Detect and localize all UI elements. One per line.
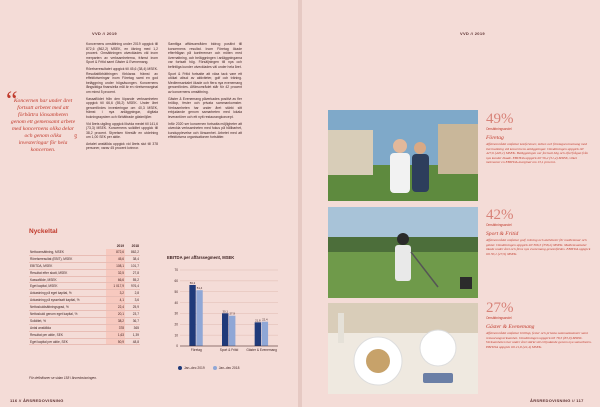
bar	[255, 322, 261, 346]
paragraph: Gäster & Evenemang påverkades positivt av fler bröllop, fester och privata sammankomster. Verksamheten har under året stärkt sitt erbjudande genom samarbeten med lokala leverantörer och ett nytt restaurangkoncept.	[168, 96, 242, 119]
row-label: Nettoskuldsättningsgrad, %	[29, 304, 106, 311]
segment-text: Affärsområdet omfattar konferenser, möten och företagsevenemang med övernattning vid koncernens anläggningar. Omsättningen uppgick till 427,6 (420,1) MSEK. Beläggningen var fortsatt hög och efterfrågan från nya kunder ökade. EBITDA uppgick till 56,2 (51,4) MSEK, vilket motsvarar en EBITDA-marginal om 13,1 procent.	[486, 142, 589, 164]
row-value: 23,7	[125, 311, 140, 318]
y-tick-label: 30	[174, 311, 178, 316]
y-tick-label: 40	[174, 300, 178, 305]
right-running-head: VVD // 2019	[460, 31, 485, 36]
row-label: Avkastning på sysselsatt kapital, %	[29, 297, 106, 304]
row-value: 872,6	[106, 249, 125, 255]
row-label: Eget kapital, MSEK	[29, 283, 106, 290]
paragraph: Inför 2020 ser koncernen fortsatta möjligheter att utveckla verksamheten med fokus på hållbarhet, kundupplevelse och lönsamhet. Arbetet med att effektivisera organisationen fortsätter.	[168, 121, 242, 140]
table-row	[29, 311, 140, 318]
row-label: Nettoomsättning, MSEK	[29, 249, 106, 255]
row-value: 66,6	[106, 276, 125, 283]
row-value: 862,2	[125, 249, 140, 255]
row-value: 108,1	[106, 262, 125, 269]
row-value: 4,1	[106, 297, 125, 304]
pull-quote: Koncernen har under året fortsatt arbetet med att förbättra lönsamheten genom ett gemensamt arbete med koncernens olika delar och genom olika investeringar för hela koncernen.	[10, 98, 76, 153]
data-label: 30,1	[222, 309, 228, 314]
segment-text: Affärsområdet omfattar bröllop, fester och privata sammankomster samt restaurangverksamhet. Omsättningen uppgick till 78,5 (83,9) MSEK. Verksamheten har under året stärkt sitt erbjudande genom nya samarbeten. EBITDA uppgick till 21,8 (22,4) MSEK.	[486, 331, 592, 349]
legend-item	[213, 366, 240, 370]
body-column-2	[168, 42, 242, 242]
row-value: 101,7	[125, 262, 140, 269]
data-label: 22,4	[262, 317, 268, 322]
golf-couple-photo	[328, 110, 478, 201]
row-value: 22,4	[106, 304, 125, 311]
table-row	[29, 269, 140, 276]
row-value: 50,9	[106, 338, 125, 345]
column-header: 2019	[116, 244, 125, 248]
row-value: 45,6	[106, 255, 125, 262]
legend-swatch	[213, 366, 217, 370]
segment-sport-fritid	[486, 208, 592, 256]
key-figures-title: Nyckeltal	[29, 228, 58, 235]
segment-share-label: Omsättningsandel	[486, 127, 512, 131]
paragraph: Sport & Fritid fortsatte att växa tack vare ett utökat utbud av aktiviteter, golf och träning. Medlemsantalet ökade och flera nya evenemang genomfördes. Affärsområdet står för 42 procent av koncernens omsättning.	[168, 71, 242, 94]
table-row	[29, 297, 140, 304]
photo-image	[328, 110, 478, 201]
ebitda-bar-chart	[166, 264, 284, 364]
data-label: 51,4	[196, 286, 203, 291]
paragraph: Rörelseresultatet uppgick till 45,6 (38,4) MSEK. Resultatförbättringen förklaras främst av effektiviseringar inom Företag samt en god beläggning under högsäsongen. Koncernens långsiktiga finansiella mål är en rörelsemarginal om minst 5 procent.	[86, 66, 158, 94]
golfer-photo	[328, 207, 478, 298]
row-label: EBITDA, MSEK	[29, 262, 106, 269]
row-label: Avkastning på eget kapital, %	[29, 290, 106, 297]
bar	[222, 313, 228, 346]
y-tick-label: 50	[174, 289, 178, 294]
photo-image	[328, 303, 478, 394]
x-tick-label: Gäster & Evenemang	[246, 348, 277, 352]
row-value: 27,8	[125, 269, 140, 276]
data-label: 27,9	[229, 311, 235, 316]
table-row	[29, 283, 140, 290]
row-value: 378	[106, 324, 125, 331]
row-value: 32,5	[106, 269, 125, 276]
row-value: 3,6	[125, 297, 140, 304]
segment-share: 49%	[486, 111, 514, 127]
row-value: 38,4	[125, 255, 140, 262]
segment-foretag	[486, 112, 592, 165]
paragraph: Samtliga affärsområden bidrog positivt till koncernens resultat. Inom Företag ökade efterfrågan på konferenser och möten med övernattning, och beläggningen i anläggningarna var fortsatt hög. Försäljningen till nya och befintliga kunder utvecklades väl under hela året.	[168, 42, 242, 69]
segment-title: Sport & Fritid	[486, 231, 519, 237]
segment-share-label: Omsättningsandel	[486, 223, 512, 227]
table-row	[29, 276, 140, 283]
left-running-head: VVD // 2019	[92, 31, 117, 36]
segment-share: 27%	[486, 300, 514, 316]
row-value: 976,4	[125, 283, 140, 290]
bar	[262, 322, 268, 346]
y-tick-label: 60	[174, 279, 178, 284]
bar	[229, 316, 235, 346]
x-tick-label: Sport & Fritid	[219, 348, 239, 352]
paragraph: Vid årets utgång uppgick likvida medel till 141,6 (73,3) MSEK. Koncernens soliditet uppgick till 38,2 procent. Styrelsen föreslår en utdelning om 1,00 SEK per aktie.	[86, 121, 158, 140]
segment-gaster-evenemang	[486, 301, 592, 349]
legend-label: Jan–dec 2018	[218, 366, 240, 370]
dining-photo	[328, 303, 478, 394]
y-tick-label: 20	[174, 322, 178, 327]
row-value: 38,2	[106, 317, 125, 324]
table-row	[29, 317, 140, 324]
row-value: 55,2	[125, 276, 140, 283]
segment-text: Affärsområdet omfattar golf, träning och aktiviteter för medlemmar och gäster. Omsättningen uppgick till 366,5 (358,2) MSEK. Medlemsantalet ökade under året och flera nya evenemang genomfördes. EBITDA uppgick till 30,1 (27,9) MSEK.	[486, 238, 591, 256]
segment-share-label: Omsättningsandel	[486, 316, 512, 320]
row-value: 48,8	[125, 338, 140, 345]
y-tick-label: 0	[176, 344, 178, 349]
body-column-1	[86, 42, 158, 222]
table-row	[29, 338, 140, 345]
segment-title: Företag	[486, 135, 504, 141]
bar	[196, 290, 202, 346]
x-tick-label: Företag	[190, 348, 202, 352]
right-folio: ÅRSREDOVISNING // 117	[530, 398, 584, 403]
segment-title: Gäster & Evenemang	[486, 324, 535, 330]
legend-swatch	[178, 366, 182, 370]
row-label: Resultat per aktie, SEK	[29, 331, 106, 338]
paragraph: Koncernens omsättning under 2019 uppgick till 872,6 (862,2) MSEK, en ökning med 1,2 procent. Omsättningen utvecklades väl inom merparten av verksamheterna, främst inom Sport & Fritid samt Gäster & Evenemang.	[86, 42, 158, 65]
row-value: 1,63	[106, 331, 125, 338]
row-value: 3,2	[106, 290, 125, 297]
legend-label: Jan–dec 2019	[184, 366, 205, 370]
row-value: 20,1	[106, 311, 125, 318]
quote-attribution: VD	[74, 134, 78, 139]
table-row	[29, 324, 140, 331]
row-label: Resultat efter skatt, MSEK	[29, 269, 106, 276]
y-tick-label: 10	[174, 333, 178, 338]
data-label: 21,8	[255, 318, 261, 323]
row-label: Kassaflöde, MSEK	[29, 276, 106, 283]
left-folio: 116 // ÅRSREDOVISNING	[10, 398, 64, 403]
chart-legend	[178, 366, 239, 370]
paragraph: Antalet anställda uppgick vid årets slut till 378 personer, varav 45 procent kvinnor.	[86, 141, 158, 151]
table-row	[29, 331, 140, 338]
row-label: Rörelseresultat (EBIT), MSEK	[29, 255, 106, 262]
row-value: 1,39	[125, 331, 140, 338]
segment-share: 42%	[486, 207, 514, 223]
row-label: Soliditet, %	[29, 317, 106, 324]
table-row	[29, 255, 140, 262]
row-label: Antal anställda	[29, 324, 106, 331]
column-header: 2018	[131, 244, 139, 248]
row-value: 365	[125, 324, 140, 331]
legend-item	[178, 366, 205, 370]
table-row	[29, 262, 140, 269]
table-row	[29, 290, 140, 297]
row-value: 1 017,9	[106, 283, 125, 290]
bar	[189, 285, 195, 346]
row-value: 36,7	[125, 317, 140, 324]
table-row	[29, 304, 140, 311]
row-label: Nettoskuld genom eget kapital, %	[29, 311, 106, 318]
quote-mark-icon: “	[6, 86, 18, 115]
key-figures-table	[29, 243, 140, 345]
chart-title: EBITDA per affärssegment, MSEK	[167, 255, 235, 260]
key-figures-note: För definitioner se sidan 158 i årsredovisningen.	[29, 376, 97, 380]
row-value: 2,8	[125, 290, 140, 297]
row-value: 25,9	[125, 304, 140, 311]
photo-image	[328, 207, 478, 298]
data-label: 56,2	[189, 280, 196, 285]
row-label: Eget kapital per aktie, SEK	[29, 338, 106, 345]
paragraph: Kassaflödet från den löpande verksamheten uppgick till 66,6 (55,2) MSEK. Under året genomfördes investeringar om 40,3 MSEK, främst i nya anläggningar, digitala bokningssystem och förbättrade gästmiljöer.	[86, 96, 158, 119]
y-tick-label: 70	[174, 268, 178, 273]
